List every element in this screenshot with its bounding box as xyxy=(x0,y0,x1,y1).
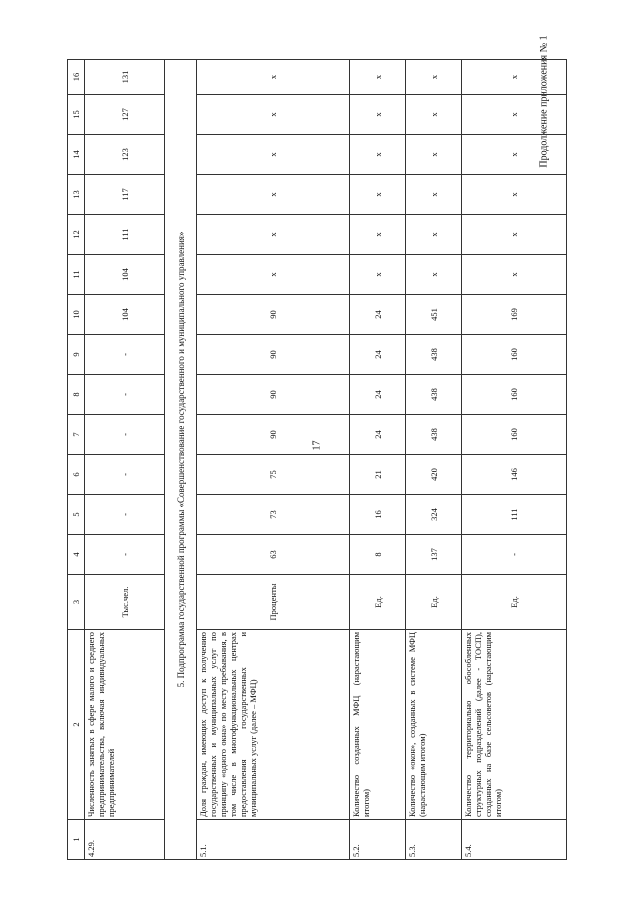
column-header: 16 xyxy=(68,60,85,95)
value-cell: - xyxy=(85,535,165,575)
indicator-name: Количество созданных МФЦ (нарастающим итогом) xyxy=(350,630,406,820)
table-body xyxy=(85,60,567,860)
row-number: 4.29. xyxy=(85,820,165,860)
value-cell: x xyxy=(462,175,567,215)
value-cell: x xyxy=(350,255,406,295)
value-cell: x xyxy=(196,60,349,95)
column-header: 13 xyxy=(68,175,85,215)
value-cell: 123 xyxy=(85,135,165,175)
unit-cell: Тыс.чел. xyxy=(85,575,165,630)
value-cell: x xyxy=(406,60,462,95)
value-cell: x xyxy=(462,60,567,95)
value-cell: 111 xyxy=(462,495,567,535)
value-cell: 90 xyxy=(196,335,349,375)
table-row xyxy=(85,60,165,860)
row-number: 5.3. xyxy=(406,820,462,860)
column-header: 5 xyxy=(68,495,85,535)
value-cell: x xyxy=(406,95,462,135)
value-cell: x xyxy=(196,135,349,175)
value-cell: x xyxy=(350,135,406,175)
value-cell: 160 xyxy=(462,375,567,415)
value-cell: 137 xyxy=(406,535,462,575)
column-header: 2 xyxy=(68,630,85,820)
value-cell: - xyxy=(85,415,165,455)
column-header: 14 xyxy=(68,135,85,175)
value-cell: 146 xyxy=(462,455,567,495)
value-cell: 438 xyxy=(406,415,462,455)
value-cell: x xyxy=(462,215,567,255)
column-header: 7 xyxy=(68,415,85,455)
value-cell: x xyxy=(406,215,462,255)
value-cell: 160 xyxy=(462,335,567,375)
value-cell: 90 xyxy=(196,375,349,415)
value-cell: 451 xyxy=(406,295,462,335)
column-header: 6 xyxy=(68,455,85,495)
value-cell: - xyxy=(85,335,165,375)
value-cell: x xyxy=(196,95,349,135)
column-header: 10 xyxy=(68,295,85,335)
indicator-name: Количество «окон», созданных в системе МФЦ (нарастающим итогом) xyxy=(406,630,462,820)
column-header: 1 xyxy=(68,820,85,860)
page-number: 17 xyxy=(311,440,323,451)
column-header: 4 xyxy=(68,535,85,575)
column-header: 15 xyxy=(68,95,85,135)
value-cell: x xyxy=(462,95,567,135)
row-number: 5.2. xyxy=(350,820,406,860)
unit-cell: Проценты xyxy=(196,575,349,630)
value-cell: - xyxy=(85,455,165,495)
row-number: 5.1. xyxy=(196,820,349,860)
indicator-name: Доля граждан, имеющих доступ к получению государственных и муниципальных услуг по принципу «одного окна» по месту пребывания, в том числе в многофункциональных центрах предоставления государственных и муниципальных услуг (далее – МФЦ) xyxy=(196,630,349,820)
unit-cell: Ед. xyxy=(406,575,462,630)
value-cell: 16 xyxy=(350,495,406,535)
value-cell: 8 xyxy=(350,535,406,575)
value-cell: 420 xyxy=(406,455,462,495)
column-header: 8 xyxy=(68,375,85,415)
value-cell: 438 xyxy=(406,375,462,415)
value-cell: x xyxy=(350,175,406,215)
rotated-table-container xyxy=(67,60,567,860)
value-cell: 127 xyxy=(85,95,165,135)
value-cell: - xyxy=(85,495,165,535)
value-cell: x xyxy=(350,60,406,95)
value-cell: x xyxy=(350,215,406,255)
value-cell: 90 xyxy=(196,415,349,455)
indicator-name: Численность занятых в сфере малого и среднего предпринимательства, включая индивидуальных предпринимателей xyxy=(85,630,165,820)
value-cell: 160 xyxy=(462,415,567,455)
table-row xyxy=(350,60,406,860)
column-header: 11 xyxy=(68,255,85,295)
value-cell: - xyxy=(462,535,567,575)
value-cell: 111 xyxy=(85,215,165,255)
table-row xyxy=(196,60,349,860)
value-cell: 131 xyxy=(85,60,165,95)
section-row xyxy=(165,60,197,860)
value-cell: 63 xyxy=(196,535,349,575)
header-row xyxy=(68,60,85,860)
table-row xyxy=(406,60,462,860)
value-cell: 104 xyxy=(85,295,165,335)
value-cell: 104 xyxy=(85,255,165,295)
value-cell: x xyxy=(406,175,462,215)
unit-cell: Ед. xyxy=(350,575,406,630)
column-header: 12 xyxy=(68,215,85,255)
value-cell: 90 xyxy=(196,295,349,335)
value-cell: x xyxy=(462,255,567,295)
value-cell: 24 xyxy=(350,375,406,415)
value-cell: x xyxy=(406,255,462,295)
value-cell: x xyxy=(462,135,567,175)
value-cell: x xyxy=(196,255,349,295)
value-cell: x xyxy=(196,215,349,255)
section-title: 5. Подпрограмма государственной программы «Совершенствование государственного и муниципального управления» xyxy=(165,60,197,860)
unit-cell: Ед. xyxy=(462,575,567,630)
indicators-table xyxy=(67,59,567,860)
value-cell: 24 xyxy=(350,295,406,335)
value-cell: 73 xyxy=(196,495,349,535)
table-row xyxy=(462,60,567,860)
value-cell: 169 xyxy=(462,295,567,335)
appendix-caption: Продолжение приложения № 1 xyxy=(538,35,550,168)
value-cell: x xyxy=(406,135,462,175)
value-cell: - xyxy=(85,375,165,415)
column-header: 9 xyxy=(68,335,85,375)
row-number: 5.4. xyxy=(462,820,567,860)
value-cell: 75 xyxy=(196,455,349,495)
column-header: 3 xyxy=(68,575,85,630)
value-cell: x xyxy=(350,95,406,135)
value-cell: 438 xyxy=(406,335,462,375)
value-cell: 324 xyxy=(406,495,462,535)
value-cell: 24 xyxy=(350,415,406,455)
value-cell: 24 xyxy=(350,335,406,375)
value-cell: 117 xyxy=(85,175,165,215)
value-cell: x xyxy=(196,175,349,215)
value-cell: 21 xyxy=(350,455,406,495)
indicator-name: Количество территориально обособленных структурных подразделений (далее - ТОСП), созданных на базе сельсоветов (нарастающим итогом) xyxy=(462,630,567,820)
